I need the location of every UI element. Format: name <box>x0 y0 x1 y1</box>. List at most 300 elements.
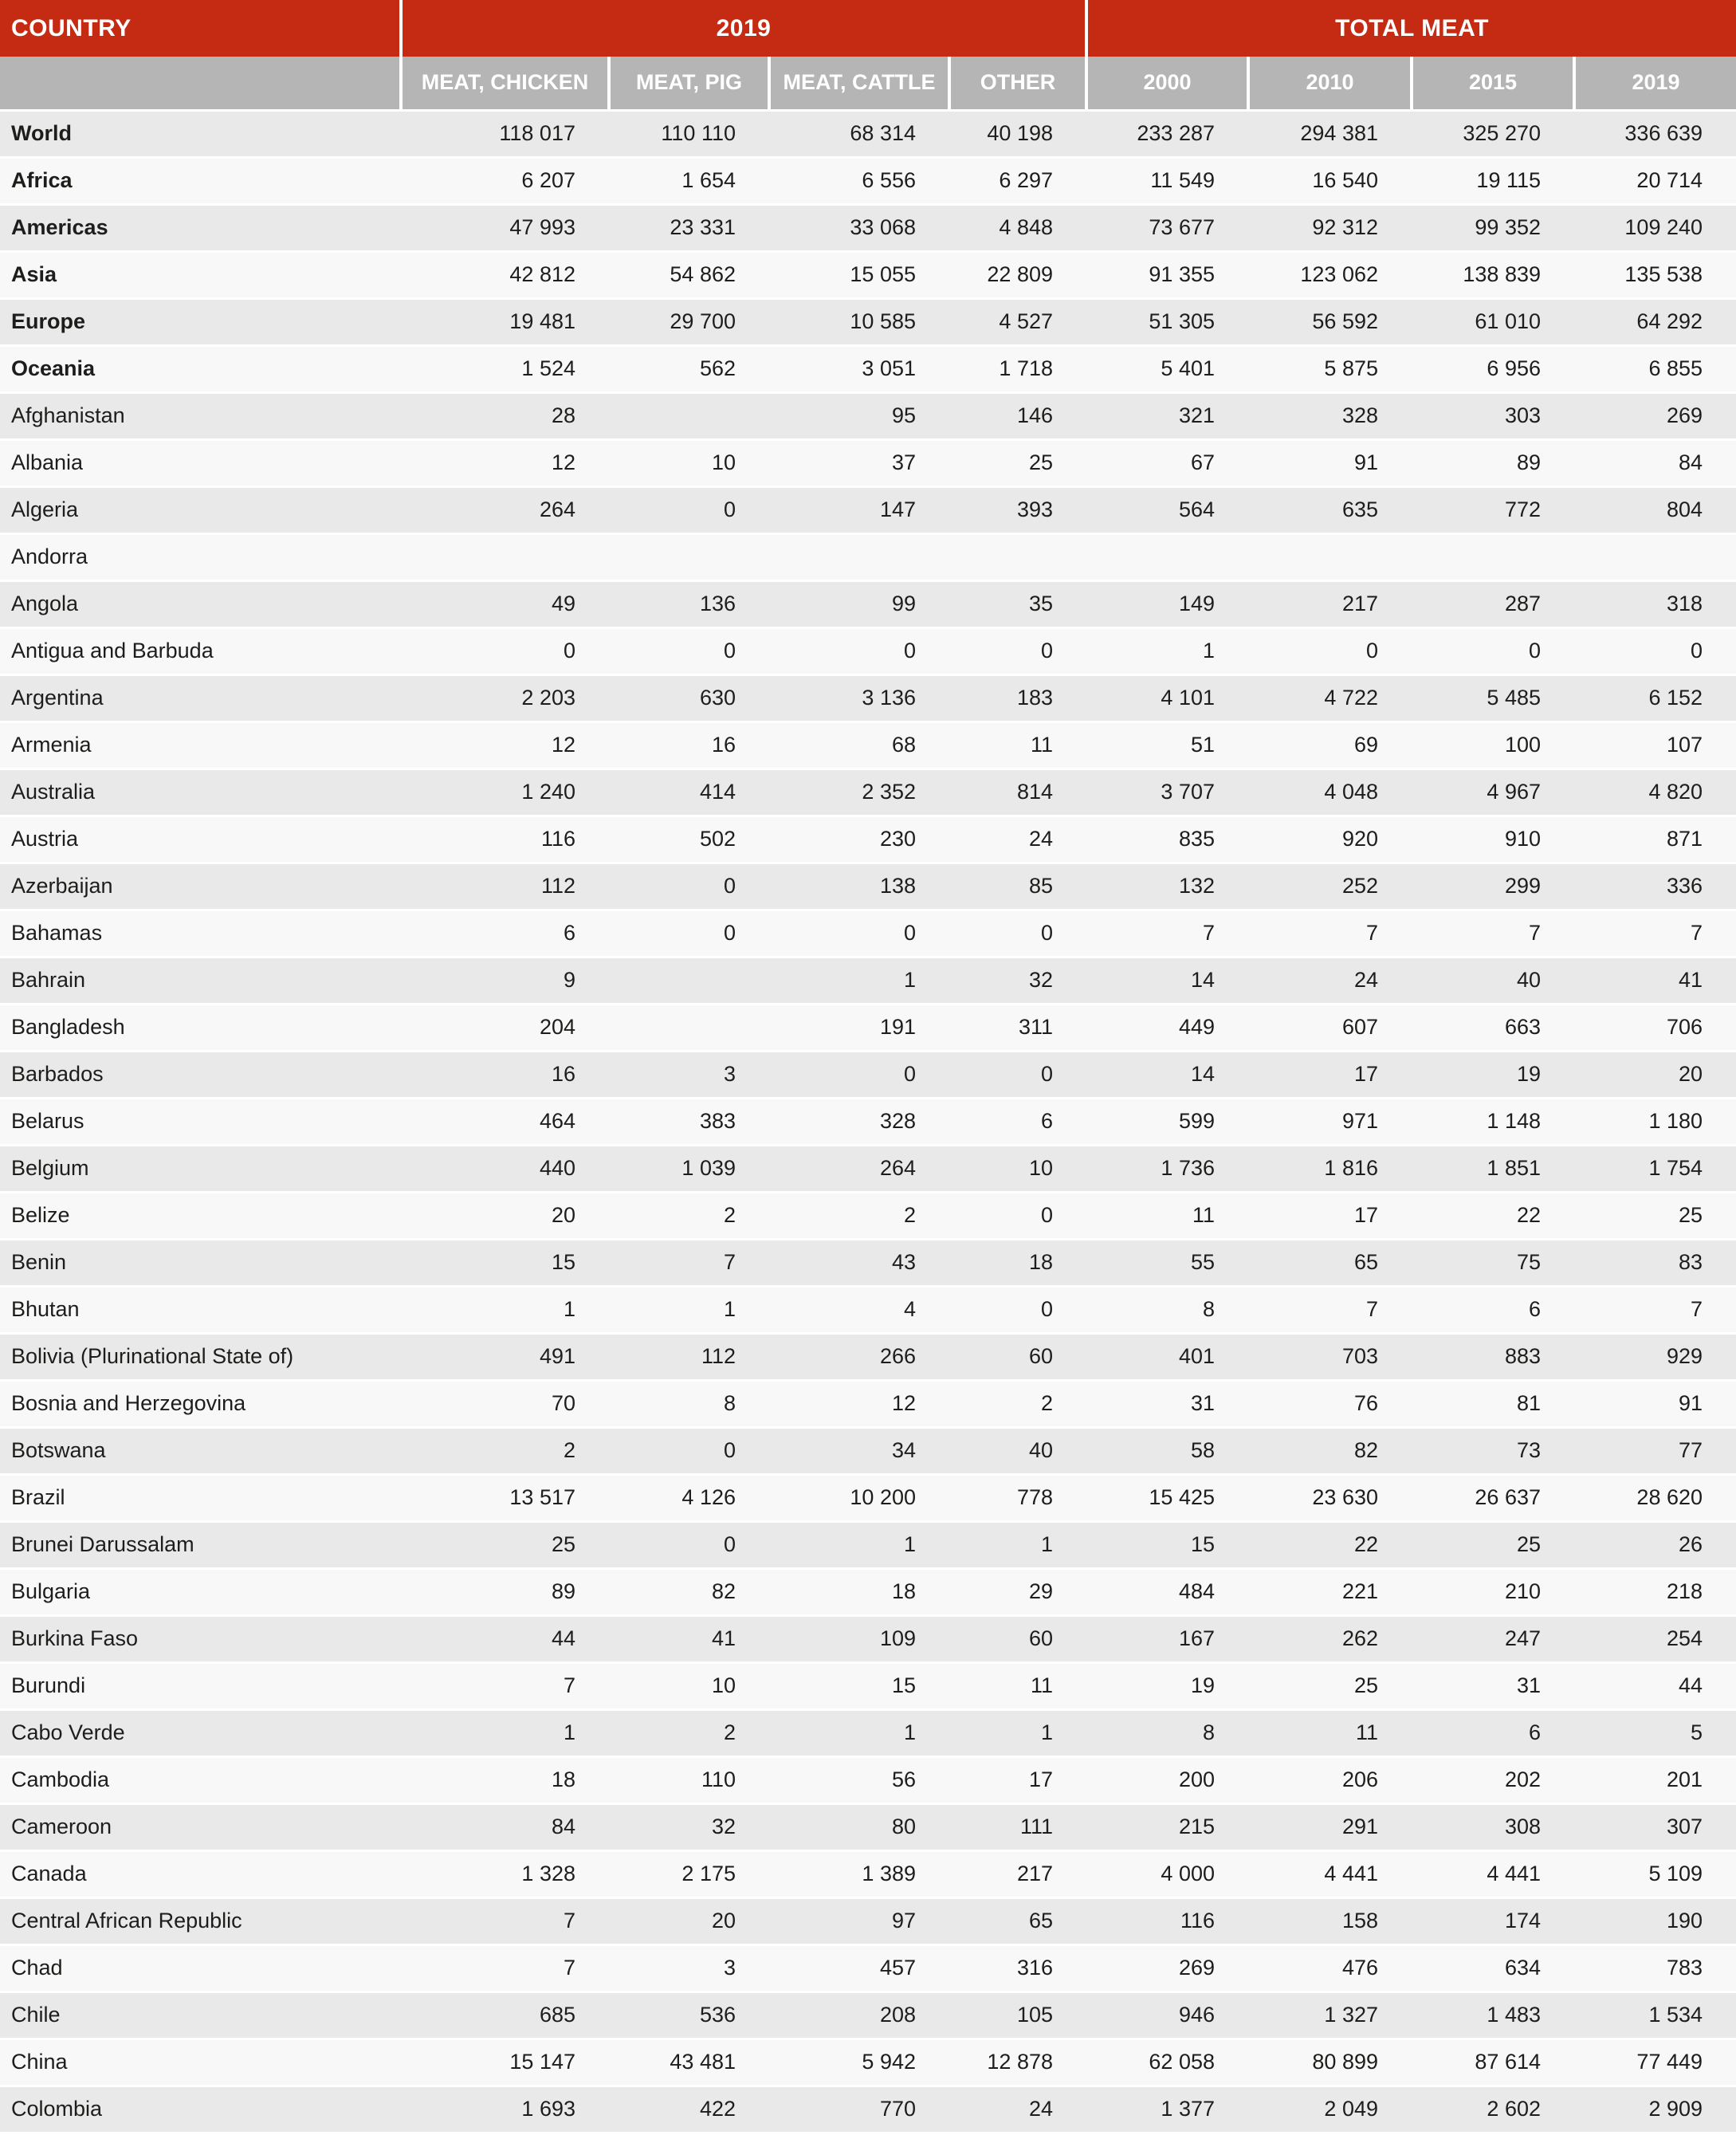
value-cell: 51 <box>1086 721 1248 769</box>
value-cell <box>609 1004 769 1051</box>
country-cell: Benin <box>0 1239 401 1286</box>
value-cell: 11 <box>1248 1709 1412 1756</box>
value-cell: 17 <box>1248 1192 1412 1239</box>
value-cell: 43 <box>769 1239 949 1286</box>
value-cell: 336 <box>1574 863 1736 910</box>
value-cell: 2 <box>949 1380 1086 1427</box>
value-cell: 23 630 <box>1248 1474 1412 1521</box>
value-cell: 1 718 <box>949 345 1086 392</box>
value-cell: 12 <box>401 439 609 486</box>
value-cell: 68 <box>769 721 949 769</box>
value-cell: 6 297 <box>949 157 1086 204</box>
value-cell: 138 839 <box>1412 251 1574 298</box>
value-cell: 91 <box>1574 1380 1736 1427</box>
value-cell: 1 534 <box>1574 1991 1736 2039</box>
value-cell: 0 <box>401 627 609 674</box>
value-cell: 308 <box>1412 1803 1574 1850</box>
value-cell: 15 055 <box>769 251 949 298</box>
country-cell: Bulgaria <box>0 1568 401 1615</box>
table-row <box>0 1709 1736 1756</box>
value-cell: 91 <box>1248 439 1412 486</box>
country-cell: Bosnia and Herzegovina <box>0 1380 401 1427</box>
value-cell: 1 483 <box>1412 1991 1574 2039</box>
country-cell: Bhutan <box>0 1286 401 1333</box>
value-cell: 1 377 <box>1086 2086 1248 2133</box>
value-cell: 25 <box>1412 1521 1574 1568</box>
value-cell: 6 855 <box>1574 345 1736 392</box>
country-cell: Algeria <box>0 486 401 533</box>
value-cell: 1 <box>769 1521 949 1568</box>
value-cell: 464 <box>401 1098 609 1145</box>
value-cell: 4 820 <box>1574 769 1736 816</box>
value-cell: 15 147 <box>401 2039 609 2086</box>
value-cell: 23 331 <box>609 204 769 251</box>
value-cell: 167 <box>1086 1615 1248 1662</box>
value-cell: 14 <box>1086 957 1248 1004</box>
value-cell: 82 <box>609 1568 769 1615</box>
table-row <box>0 627 1736 674</box>
value-cell <box>769 533 949 580</box>
value-cell: 5 401 <box>1086 345 1248 392</box>
value-cell: 22 809 <box>949 251 1086 298</box>
value-cell: 422 <box>609 2086 769 2133</box>
table-row <box>0 439 1736 486</box>
value-cell: 19 <box>1086 1662 1248 1709</box>
value-cell: 191 <box>769 1004 949 1051</box>
value-cell: 87 614 <box>1412 2039 1574 2086</box>
value-cell: 2 <box>769 1192 949 1239</box>
table-row <box>0 1756 1736 1803</box>
country-cell: Australia <box>0 769 401 816</box>
value-cell <box>609 957 769 1004</box>
value-cell: 99 <box>769 580 949 627</box>
value-cell: 0 <box>609 1427 769 1474</box>
table-row <box>0 2086 1736 2133</box>
value-cell: 24 <box>1248 957 1412 1004</box>
value-cell: 25 <box>1574 1192 1736 1239</box>
value-cell: 536 <box>609 1991 769 2039</box>
country-cell: Angola <box>0 580 401 627</box>
value-cell: 8 <box>1086 1709 1248 1756</box>
value-cell: 0 <box>949 627 1086 674</box>
value-cell: 4 527 <box>949 298 1086 345</box>
value-cell: 814 <box>949 769 1086 816</box>
value-cell: 3 <box>609 1944 769 1991</box>
value-cell: 0 <box>769 910 949 957</box>
value-cell: 4 967 <box>1412 769 1574 816</box>
table-row <box>0 1333 1736 1380</box>
value-cell: 3 051 <box>769 345 949 392</box>
value-cell: 0 <box>949 1286 1086 1333</box>
value-cell: 84 <box>401 1803 609 1850</box>
value-cell: 208 <box>769 1991 949 2039</box>
value-cell: 47 993 <box>401 204 609 251</box>
value-cell: 51 305 <box>1086 298 1248 345</box>
value-cell: 0 <box>769 627 949 674</box>
value-cell: 5 <box>1574 1709 1736 1756</box>
table-row <box>0 251 1736 298</box>
value-cell: 0 <box>609 627 769 674</box>
country-cell: Botswana <box>0 1427 401 1474</box>
value-cell: 112 <box>401 863 609 910</box>
table-row <box>0 1051 1736 1098</box>
value-cell: 135 538 <box>1574 251 1736 298</box>
value-cell: 946 <box>1086 1991 1248 2039</box>
header-group-total-meat: TOTAL MEAT <box>1086 0 1736 57</box>
value-cell: 204 <box>401 1004 609 1051</box>
value-cell: 2 <box>401 1427 609 1474</box>
value-cell: 7 <box>1574 910 1736 957</box>
value-cell: 328 <box>769 1098 949 1145</box>
value-cell: 4 000 <box>1086 1850 1248 1897</box>
value-cell: 69 <box>1248 721 1412 769</box>
value-cell: 60 <box>949 1615 1086 1662</box>
value-cell: 6 956 <box>1412 345 1574 392</box>
value-cell: 40 <box>949 1427 1086 1474</box>
value-cell: 183 <box>949 674 1086 721</box>
value-cell: 8 <box>609 1380 769 1427</box>
country-cell: Oceania <box>0 345 401 392</box>
value-cell: 484 <box>1086 1568 1248 1615</box>
value-cell: 2 352 <box>769 769 949 816</box>
value-cell: 29 700 <box>609 298 769 345</box>
value-cell: 20 <box>401 1192 609 1239</box>
value-cell: 0 <box>1412 627 1574 674</box>
value-cell <box>401 533 609 580</box>
value-cell: 706 <box>1574 1004 1736 1051</box>
value-cell: 254 <box>1574 1615 1736 1662</box>
country-cell: Bolivia (Plurinational State of) <box>0 1333 401 1380</box>
value-cell: 61 010 <box>1412 298 1574 345</box>
subheader-cell: 2019 <box>1574 57 1736 110</box>
value-cell: 770 <box>769 2086 949 2133</box>
value-cell: 84 <box>1574 439 1736 486</box>
table-row <box>0 1474 1736 1521</box>
value-cell: 291 <box>1248 1803 1412 1850</box>
value-cell: 2 175 <box>609 1850 769 1897</box>
table-row <box>0 721 1736 769</box>
value-cell: 25 <box>1248 1662 1412 1709</box>
value-cell: 6 <box>1412 1709 1574 1756</box>
table-row <box>0 1004 1736 1051</box>
value-cell: 116 <box>401 816 609 863</box>
country-cell: Afghanistan <box>0 392 401 439</box>
value-cell: 26 637 <box>1412 1474 1574 1521</box>
value-cell: 215 <box>1086 1803 1248 1850</box>
value-cell: 299 <box>1412 863 1574 910</box>
table-row <box>0 816 1736 863</box>
value-cell: 221 <box>1248 1568 1412 1615</box>
table-row <box>0 1568 1736 1615</box>
value-cell: 70 <box>401 1380 609 1427</box>
table-row <box>0 1850 1736 1897</box>
value-cell: 206 <box>1248 1756 1412 1803</box>
value-cell: 1 327 <box>1248 1991 1412 2039</box>
value-cell: 1 039 <box>609 1145 769 1192</box>
value-cell: 20 <box>1574 1051 1736 1098</box>
country-cell: Burundi <box>0 1662 401 1709</box>
value-cell: 11 549 <box>1086 157 1248 204</box>
table-row <box>0 1521 1736 1568</box>
value-cell: 201 <box>1574 1756 1736 1803</box>
subheader-cell: 2000 <box>1086 57 1248 110</box>
value-cell: 264 <box>401 486 609 533</box>
subheader-cell: OTHER <box>949 57 1086 110</box>
value-cell: 20 714 <box>1574 157 1736 204</box>
country-cell: Barbados <box>0 1051 401 1098</box>
value-cell: 4 101 <box>1086 674 1248 721</box>
value-cell: 73 677 <box>1086 204 1248 251</box>
country-cell: Bahrain <box>0 957 401 1004</box>
country-cell: Bangladesh <box>0 1004 401 1051</box>
value-cell: 12 878 <box>949 2039 1086 2086</box>
value-cell: 64 292 <box>1574 298 1736 345</box>
value-cell: 1 816 <box>1248 1145 1412 1192</box>
value-cell: 971 <box>1248 1098 1412 1145</box>
value-cell: 31 <box>1412 1662 1574 1709</box>
value-cell: 5 875 <box>1248 345 1412 392</box>
table-row <box>0 1145 1736 1192</box>
value-cell: 85 <box>949 863 1086 910</box>
country-cell: Brazil <box>0 1474 401 1521</box>
value-cell: 11 <box>1086 1192 1248 1239</box>
value-cell: 19 <box>1412 1051 1574 1098</box>
country-cell: Canada <box>0 1850 401 1897</box>
value-cell: 607 <box>1248 1004 1412 1051</box>
value-cell: 89 <box>1412 439 1574 486</box>
value-cell: 783 <box>1574 1944 1736 1991</box>
country-cell: Albania <box>0 439 401 486</box>
value-cell: 15 425 <box>1086 1474 1248 1521</box>
value-cell: 18 <box>949 1239 1086 1286</box>
header-sub-row <box>0 57 1736 110</box>
value-cell: 109 240 <box>1574 204 1736 251</box>
value-cell: 321 <box>1086 392 1248 439</box>
value-cell: 4 <box>769 1286 949 1333</box>
value-cell: 7 <box>401 1944 609 1991</box>
subheader-cell: MEAT, PIG <box>609 57 769 110</box>
value-cell: 76 <box>1248 1380 1412 1427</box>
header-top-row <box>0 0 1736 57</box>
value-cell: 25 <box>401 1521 609 1568</box>
value-cell: 0 <box>609 863 769 910</box>
value-cell: 401 <box>1086 1333 1248 1380</box>
value-cell: 73 <box>1412 1427 1574 1474</box>
value-cell: 11 <box>949 1662 1086 1709</box>
subheader-cell: 2010 <box>1248 57 1412 110</box>
value-cell: 1 851 <box>1412 1145 1574 1192</box>
value-cell: 56 <box>769 1756 949 1803</box>
value-cell: 1 <box>1086 627 1248 674</box>
table-row <box>0 1897 1736 1944</box>
value-cell: 68 314 <box>769 110 949 157</box>
value-cell: 16 <box>609 721 769 769</box>
value-cell <box>949 533 1086 580</box>
value-cell: 92 312 <box>1248 204 1412 251</box>
country-cell: Argentina <box>0 674 401 721</box>
value-cell: 31 <box>1086 1380 1248 1427</box>
value-cell: 109 <box>769 1615 949 1662</box>
value-cell: 60 <box>949 1333 1086 1380</box>
value-cell: 663 <box>1412 1004 1574 1051</box>
value-cell: 97 <box>769 1897 949 1944</box>
value-cell: 230 <box>769 816 949 863</box>
subheader-cell: MEAT, CATTLE <box>769 57 949 110</box>
value-cell: 1 <box>401 1709 609 1756</box>
value-cell: 10 585 <box>769 298 949 345</box>
value-cell: 1 754 <box>1574 1145 1736 1192</box>
table-row <box>0 392 1736 439</box>
value-cell <box>1248 533 1412 580</box>
value-cell: 218 <box>1574 1568 1736 1615</box>
header-country: COUNTRY <box>0 0 401 57</box>
country-cell: Belarus <box>0 1098 401 1145</box>
value-cell: 393 <box>949 486 1086 533</box>
value-cell: 325 270 <box>1412 110 1574 157</box>
value-cell: 1 328 <box>401 1850 609 1897</box>
value-cell: 2 909 <box>1574 2086 1736 2133</box>
value-cell: 19 115 <box>1412 157 1574 204</box>
value-cell: 414 <box>609 769 769 816</box>
value-cell: 83 <box>1574 1239 1736 1286</box>
value-cell: 136 <box>609 580 769 627</box>
value-cell: 635 <box>1248 486 1412 533</box>
value-cell: 0 <box>949 1192 1086 1239</box>
value-cell: 28 620 <box>1574 1474 1736 1521</box>
value-cell: 233 287 <box>1086 110 1248 157</box>
value-cell: 1 <box>769 957 949 1004</box>
value-cell: 82 <box>1248 1427 1412 1474</box>
value-cell: 24 <box>949 816 1086 863</box>
value-cell: 22 <box>1412 1192 1574 1239</box>
country-cell: World <box>0 110 401 157</box>
table-row <box>0 580 1736 627</box>
value-cell: 287 <box>1412 580 1574 627</box>
header-group-2019: 2019 <box>401 0 1086 57</box>
value-cell: 7 <box>609 1239 769 1286</box>
value-cell: 4 048 <box>1248 769 1412 816</box>
value-cell: 630 <box>609 674 769 721</box>
value-cell: 18 <box>401 1756 609 1803</box>
table-row <box>0 1286 1736 1333</box>
value-cell: 40 <box>1412 957 1574 1004</box>
table-row <box>0 769 1736 816</box>
value-cell: 252 <box>1248 863 1412 910</box>
value-cell: 8 <box>1086 1286 1248 1333</box>
country-cell: Cameroon <box>0 1803 401 1850</box>
value-cell: 1 <box>401 1286 609 1333</box>
table-row <box>0 345 1736 392</box>
value-cell: 40 198 <box>949 110 1086 157</box>
value-cell: 77 <box>1574 1427 1736 1474</box>
table-row <box>0 674 1736 721</box>
value-cell: 4 126 <box>609 1474 769 1521</box>
table-row <box>0 298 1736 345</box>
value-cell: 685 <box>401 1991 609 2039</box>
value-cell <box>609 392 769 439</box>
value-cell: 200 <box>1086 1756 1248 1803</box>
value-cell: 5 942 <box>769 2039 949 2086</box>
value-cell: 2 <box>609 1192 769 1239</box>
table-row <box>0 1192 1736 1239</box>
value-cell: 41 <box>609 1615 769 1662</box>
value-cell: 111 <box>949 1803 1086 1850</box>
value-cell: 7 <box>401 1897 609 1944</box>
value-cell: 383 <box>609 1098 769 1145</box>
value-cell: 6 <box>949 1098 1086 1145</box>
value-cell: 599 <box>1086 1098 1248 1145</box>
value-cell: 269 <box>1086 1944 1248 1991</box>
value-cell: 17 <box>1248 1051 1412 1098</box>
value-cell: 316 <box>949 1944 1086 1991</box>
value-cell: 55 <box>1086 1239 1248 1286</box>
value-cell: 149 <box>1086 580 1248 627</box>
value-cell: 158 <box>1248 1897 1412 1944</box>
value-cell <box>1086 533 1248 580</box>
country-cell: Cambodia <box>0 1756 401 1803</box>
value-cell: 1 148 <box>1412 1098 1574 1145</box>
value-cell: 12 <box>401 721 609 769</box>
country-cell: Antigua and Barbuda <box>0 627 401 674</box>
value-cell: 266 <box>769 1333 949 1380</box>
value-cell: 49 <box>401 580 609 627</box>
value-cell: 22 <box>1248 1521 1412 1568</box>
value-cell: 58 <box>1086 1427 1248 1474</box>
value-cell: 138 <box>769 863 949 910</box>
value-cell: 15 <box>1086 1521 1248 1568</box>
value-cell: 1 736 <box>1086 1145 1248 1192</box>
value-cell: 2 203 <box>401 674 609 721</box>
value-cell: 110 110 <box>609 110 769 157</box>
value-cell: 65 <box>1248 1239 1412 1286</box>
value-cell: 146 <box>949 392 1086 439</box>
table-row <box>0 110 1736 157</box>
value-cell: 28 <box>401 392 609 439</box>
value-cell: 35 <box>949 580 1086 627</box>
value-cell: 5 485 <box>1412 674 1574 721</box>
value-cell <box>1412 533 1574 580</box>
value-cell: 217 <box>1248 580 1412 627</box>
value-cell: 0 <box>949 910 1086 957</box>
value-cell: 262 <box>1248 1615 1412 1662</box>
value-cell: 1 389 <box>769 1850 949 1897</box>
table-row <box>0 2039 1736 2086</box>
value-cell: 634 <box>1412 1944 1574 1991</box>
value-cell: 328 <box>1248 392 1412 439</box>
value-cell: 1 <box>949 1521 1086 1568</box>
value-cell: 1 240 <box>401 769 609 816</box>
value-cell: 32 <box>949 957 1086 1004</box>
country-cell: Belize <box>0 1192 401 1239</box>
value-cell: 10 <box>609 439 769 486</box>
value-cell: 202 <box>1412 1756 1574 1803</box>
value-cell: 2 602 <box>1412 2086 1574 2133</box>
value-cell: 16 540 <box>1248 157 1412 204</box>
value-cell: 91 355 <box>1086 251 1248 298</box>
value-cell: 44 <box>1574 1662 1736 1709</box>
value-cell: 15 <box>401 1239 609 1286</box>
header-blank-cell <box>0 57 401 110</box>
table-row <box>0 910 1736 957</box>
value-cell: 1 <box>949 1709 1086 1756</box>
value-cell: 6 556 <box>769 157 949 204</box>
value-cell: 16 <box>401 1051 609 1098</box>
value-cell: 65 <box>949 1897 1086 1944</box>
value-cell: 0 <box>1574 627 1736 674</box>
table-row <box>0 486 1736 533</box>
value-cell: 1 180 <box>1574 1098 1736 1145</box>
value-cell: 7 <box>1086 910 1248 957</box>
